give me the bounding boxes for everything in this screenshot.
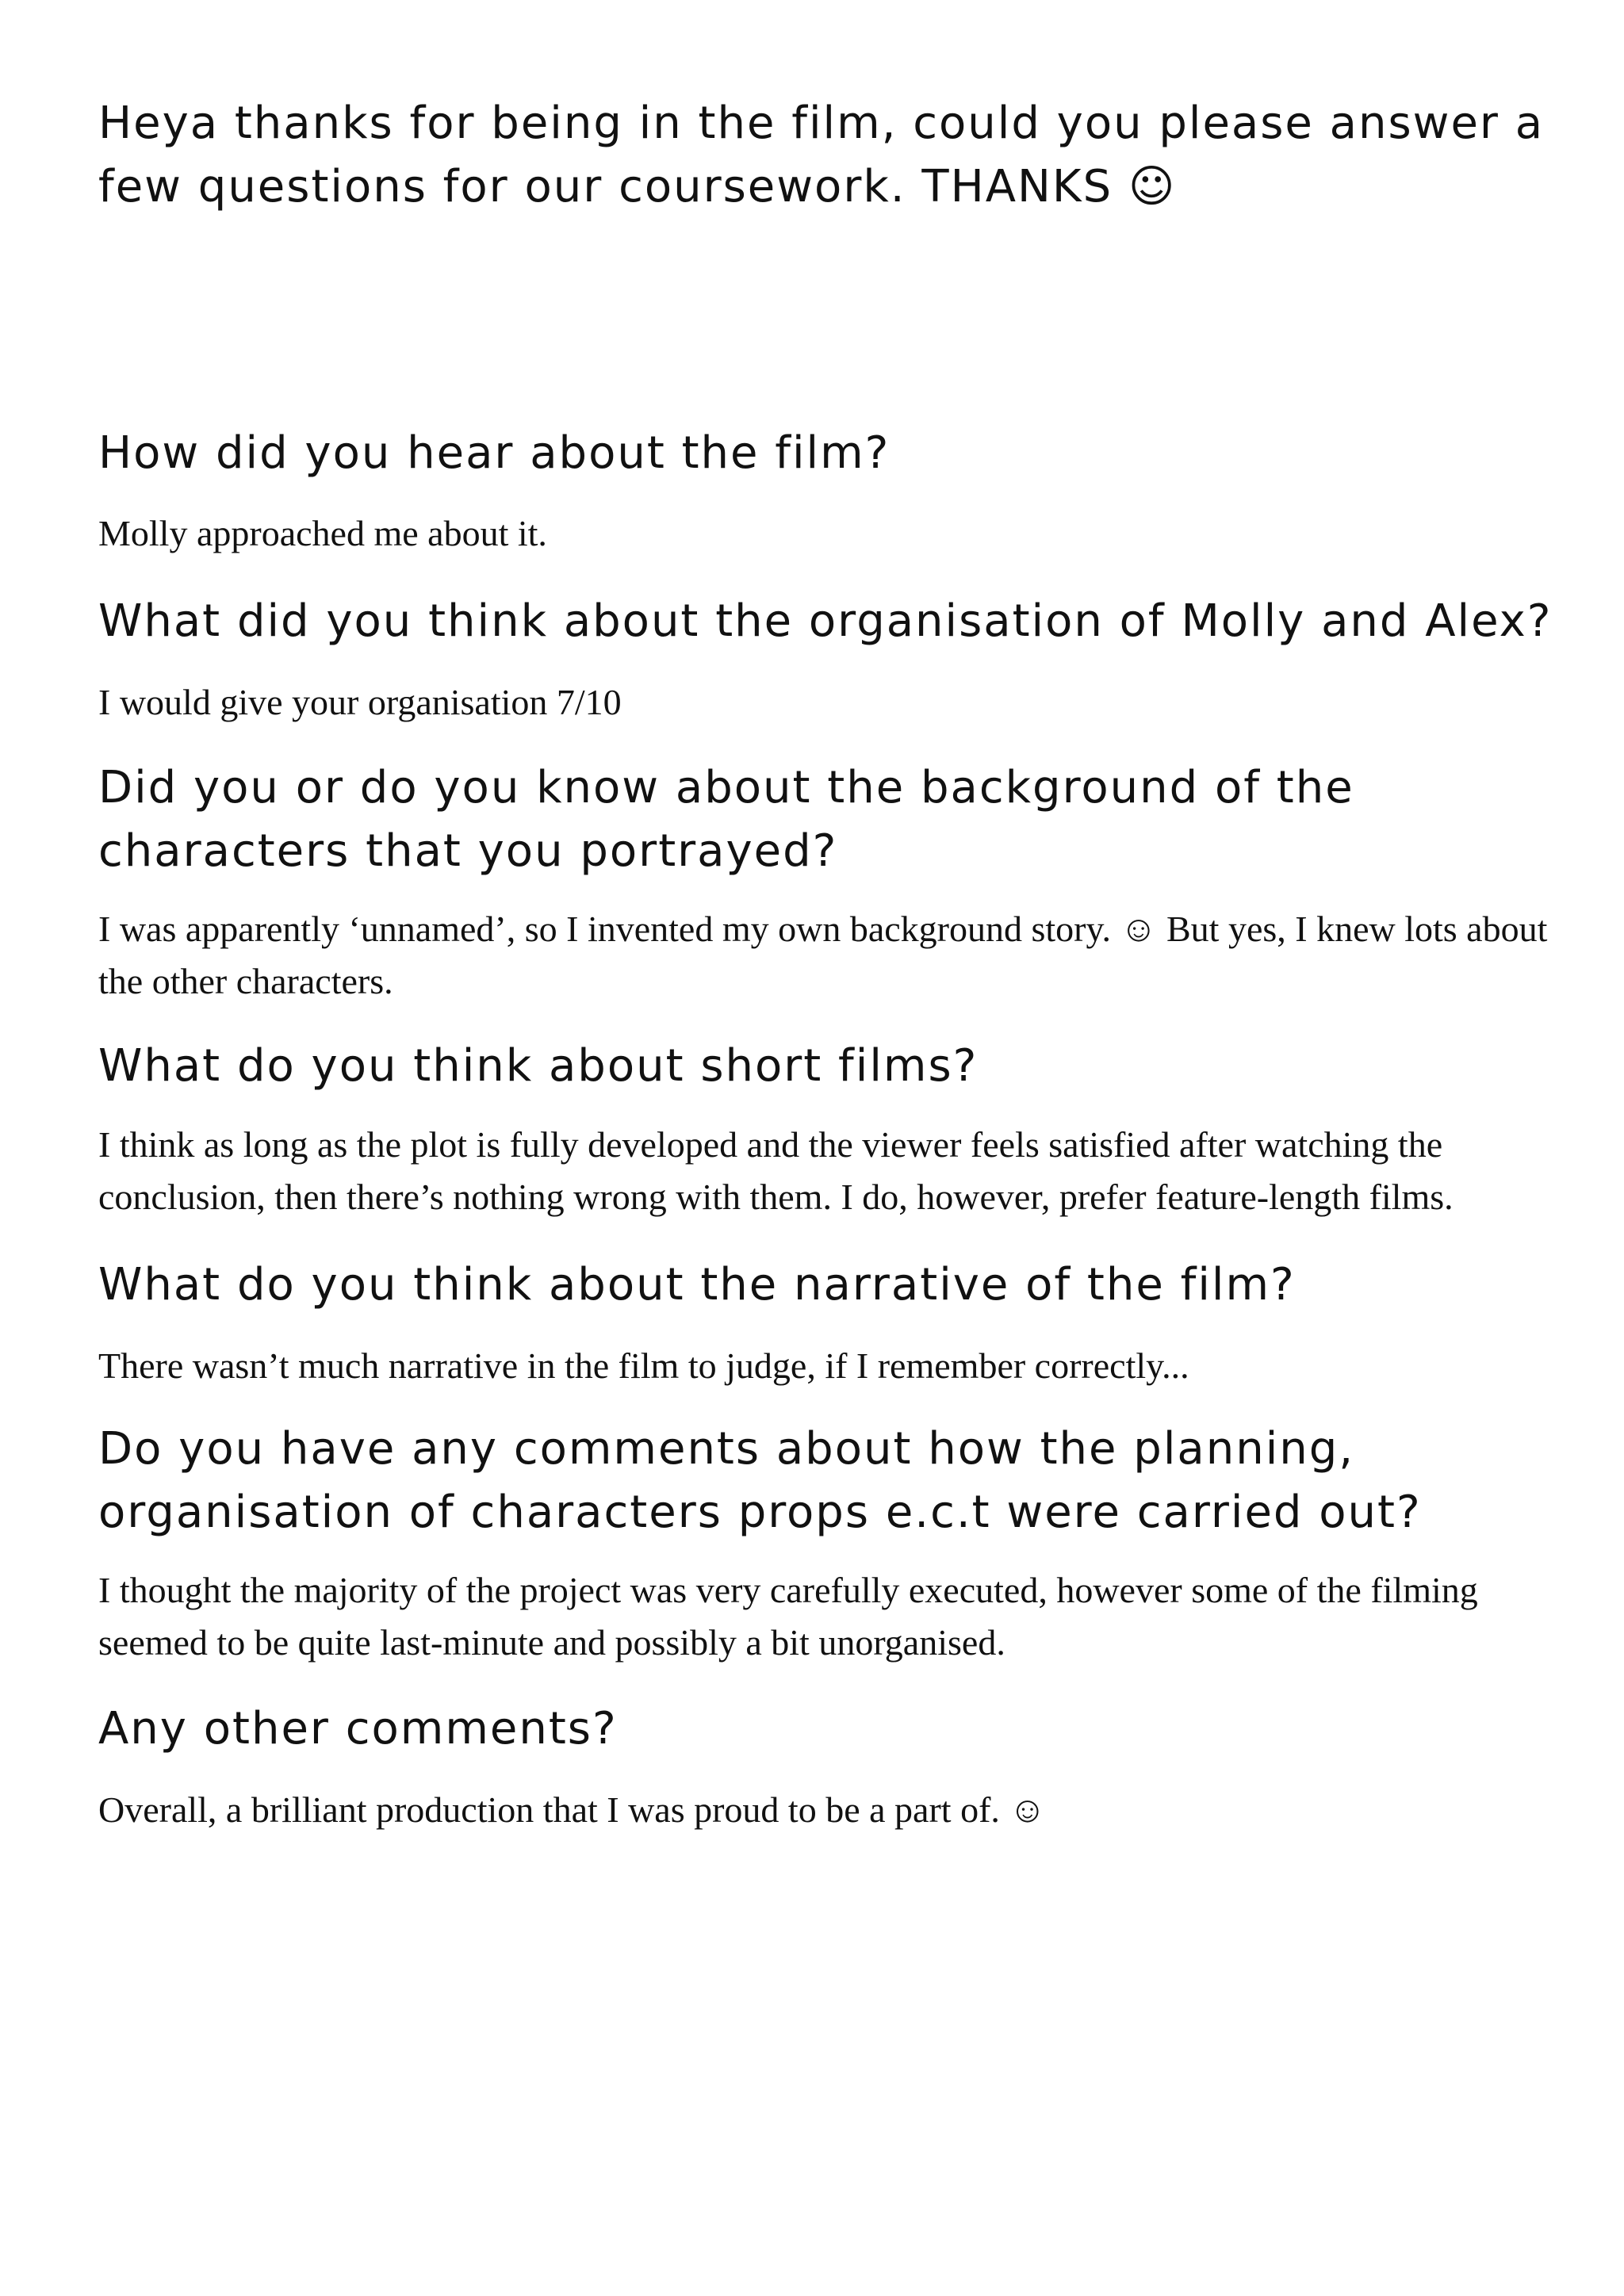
- question-6: Do you have any comments about how the planning, organisation of characters props e.c.t were carried out?: [98, 1423, 1422, 1538]
- answer-6: I thought the majority of the project was very carefully executed, however some of the filming seemed to be quite last-minute and possibly a bit unorganised.: [98, 1570, 1478, 1663]
- answer-2: I would give your organisation 7/10: [98, 682, 622, 722]
- intro-text: Heya thanks for being in the film, could you please answer a few questions for our coursework. THANKS ☺: [98, 98, 1545, 212]
- question-4: What do you think about short films?: [98, 1040, 979, 1092]
- question-5: What do you think about the narrative of the film?: [98, 1259, 1296, 1311]
- question-1: How did you hear about the film?: [98, 427, 891, 479]
- question-3: Did you or do you know about the background of the characters that you portrayed?: [98, 762, 1354, 877]
- question-7: Any other comments?: [98, 1703, 618, 1755]
- answer-1: Molly approached me about it.: [98, 513, 547, 553]
- answer-7: Overall, a brilliant production that I was proud to be a part of. ☺: [98, 1789, 1047, 1830]
- question-2: What did you think about the organisation of Molly and Alex?: [98, 595, 1553, 647]
- answer-4: I think as long as the plot is fully developed and the viewer feels satisfied after watching the conclusion, then there’s nothing wrong with them. I do, however, prefer feature-length films.: [98, 1124, 1454, 1217]
- answer-5: There wasn’t much narrative in the film to judge, if I remember correctly...: [98, 1345, 1189, 1386]
- answer-3: I was apparently ‘unnamed’, so I invented my own background story. ☺ But yes, I knew lots about the other characters.: [98, 909, 1548, 1001]
